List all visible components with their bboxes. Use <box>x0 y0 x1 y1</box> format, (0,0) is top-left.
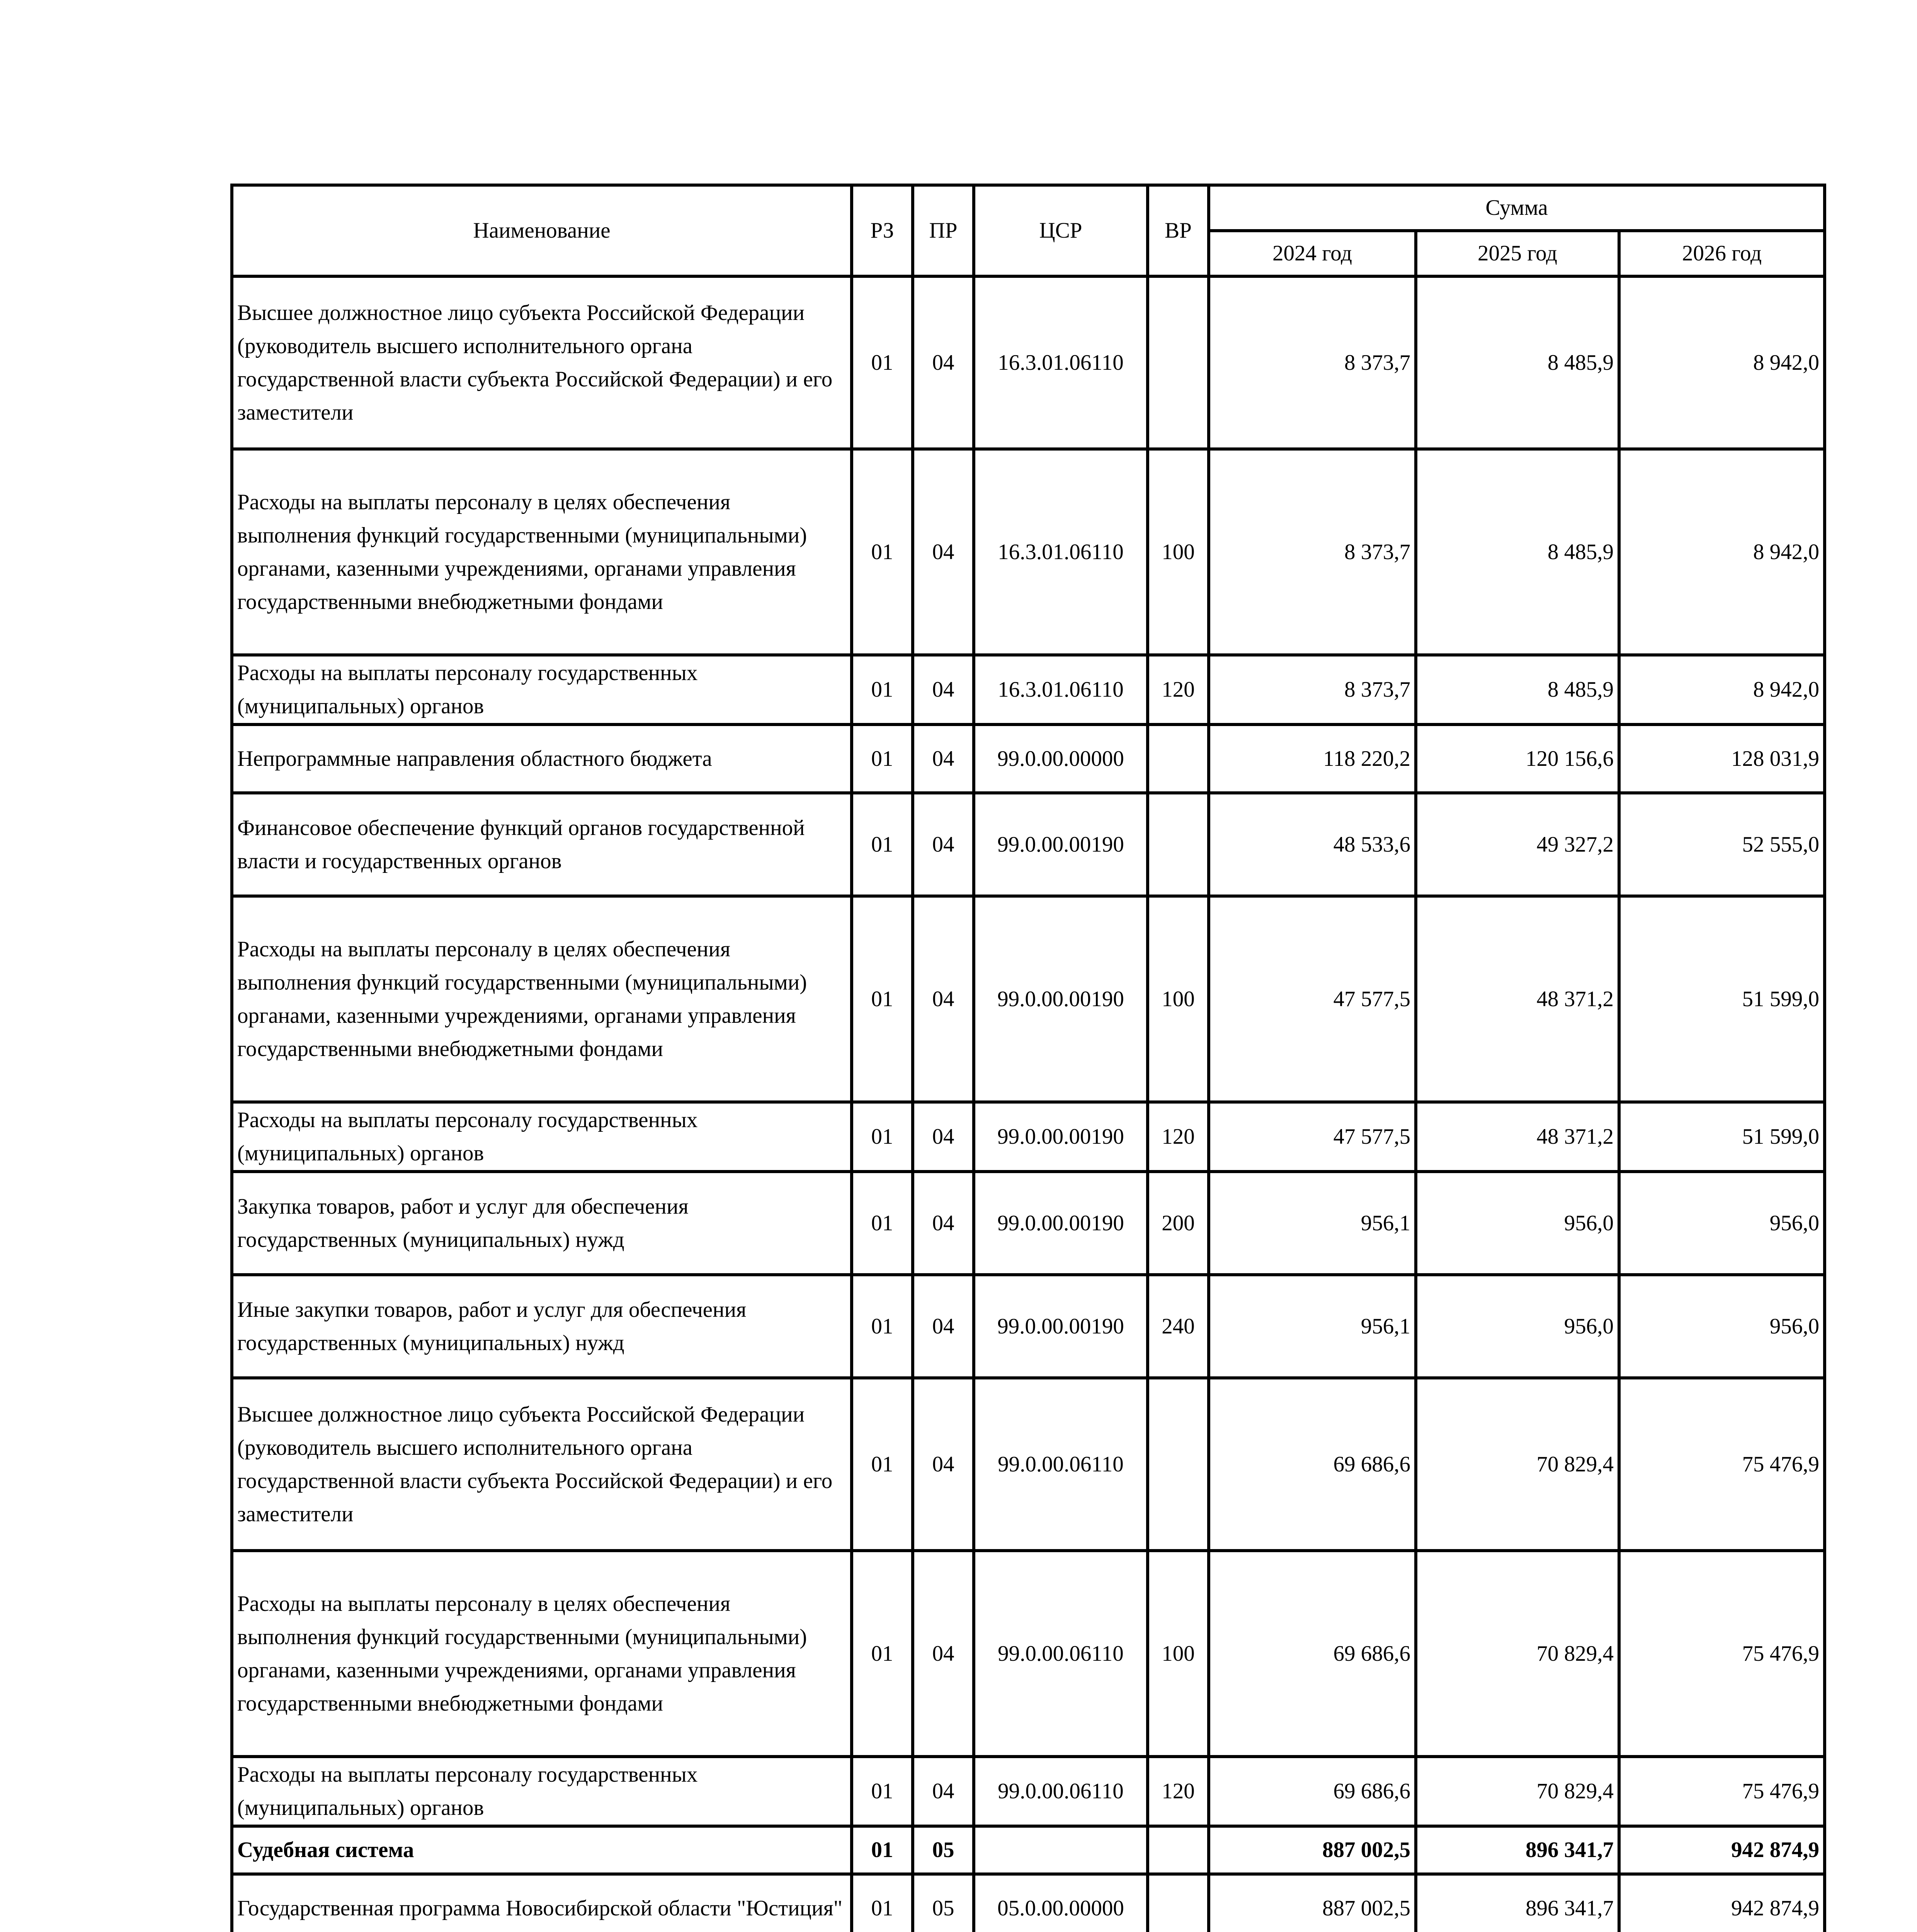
cell-name: Финансовое обеспечение функций органов государственной власти и государственных органов <box>232 793 852 896</box>
table-row <box>232 724 1825 793</box>
cell-name: Высшее должностное лицо субъекта Российской Федерации (руководитель высшего исполнительного органа государственной власти субъекта Российской Федерации) и его заместители <box>232 276 852 449</box>
cell-2025: 49 327,2 <box>1416 793 1619 896</box>
cell-2025: 48 371,2 <box>1416 896 1619 1102</box>
cell-vr: 100 <box>1148 449 1209 655</box>
cell-2026: 8 942,0 <box>1619 655 1825 724</box>
cell-csr: 99.0.00.06110 <box>974 1551 1148 1757</box>
cell-2025: 8 485,9 <box>1416 655 1619 724</box>
cell-2026: 956,0 <box>1619 1172 1825 1275</box>
cell-2026: 956,0 <box>1619 1275 1825 1378</box>
cell-csr: 99.0.00.06110 <box>974 1757 1148 1826</box>
cell-2026: 8 942,0 <box>1619 449 1825 655</box>
cell-name: Расходы на выплаты персоналу в целях обеспечения выполнения функций государственными (муниципальными) органами, казенными учреждениями, органами управления государственными внебюджетными фондами <box>232 1551 852 1757</box>
cell-name: Судебная система <box>232 1826 852 1874</box>
cell-vr: 100 <box>1148 1551 1209 1757</box>
cell-2026: 75 476,9 <box>1619 1757 1825 1826</box>
table-row <box>232 1172 1825 1275</box>
cell-2024: 69 686,6 <box>1209 1378 1416 1551</box>
header-csr: ЦСР <box>974 185 1148 276</box>
header-year-2024: 2024 год <box>1209 231 1416 276</box>
cell-rz: 01 <box>852 1551 913 1757</box>
cell-name: Государственная программа Новосибирской области "Юстиция" <box>232 1874 852 1932</box>
cell-pr: 04 <box>913 896 974 1102</box>
table-row <box>232 1874 1825 1932</box>
cell-csr <box>974 1826 1148 1874</box>
table-row <box>232 1826 1825 1874</box>
cell-rz: 01 <box>852 793 913 896</box>
cell-2026: 51 599,0 <box>1619 896 1825 1102</box>
cell-2025: 896 341,7 <box>1416 1874 1619 1932</box>
cell-rz: 01 <box>852 1275 913 1378</box>
cell-2024: 8 373,7 <box>1209 276 1416 449</box>
cell-2025: 120 156,6 <box>1416 724 1619 793</box>
table-row <box>232 1757 1825 1826</box>
cell-name: Расходы на выплаты персоналу в целях обеспечения выполнения функций государственными (муниципальными) органами, казенными учреждениями, органами управления государственными внебюджетными фондами <box>232 896 852 1102</box>
cell-pr: 04 <box>913 1275 974 1378</box>
cell-rz: 01 <box>852 276 913 449</box>
header-vr: ВР <box>1148 185 1209 276</box>
cell-vr <box>1148 724 1209 793</box>
cell-name: Расходы на выплаты персоналу государственных (муниципальных) органов <box>232 655 852 724</box>
cell-vr: 100 <box>1148 896 1209 1102</box>
table-row <box>232 1551 1825 1757</box>
cell-2025: 8 485,9 <box>1416 449 1619 655</box>
cell-2024: 956,1 <box>1209 1172 1416 1275</box>
cell-2025: 70 829,4 <box>1416 1551 1619 1757</box>
cell-rz: 01 <box>852 1874 913 1932</box>
cell-pr: 04 <box>913 724 974 793</box>
cell-name: Иные закупки товаров, работ и услуг для обеспечения государственных (муниципальных) нужд <box>232 1275 852 1378</box>
table-row <box>232 655 1825 724</box>
cell-csr: 99.0.00.00190 <box>974 1172 1148 1275</box>
cell-vr <box>1148 1378 1209 1551</box>
cell-pr: 04 <box>913 793 974 896</box>
cell-2024: 69 686,6 <box>1209 1757 1416 1826</box>
header-name: Наименование <box>232 185 852 276</box>
cell-2025: 956,0 <box>1416 1275 1619 1378</box>
cell-2025: 896 341,7 <box>1416 1826 1619 1874</box>
table-row <box>232 793 1825 896</box>
cell-csr: 05.0.00.00000 <box>974 1874 1148 1932</box>
cell-rz: 01 <box>852 1102 913 1172</box>
cell-2024: 956,1 <box>1209 1275 1416 1378</box>
cell-pr: 04 <box>913 1102 974 1172</box>
cell-pr: 04 <box>913 1551 974 1757</box>
cell-vr <box>1148 1874 1209 1932</box>
cell-vr: 120 <box>1148 1102 1209 1172</box>
cell-csr: 99.0.00.00190 <box>974 896 1148 1102</box>
cell-2024: 69 686,6 <box>1209 1551 1416 1757</box>
table-row <box>232 449 1825 655</box>
cell-vr <box>1148 276 1209 449</box>
cell-2025: 956,0 <box>1416 1172 1619 1275</box>
cell-2024: 47 577,5 <box>1209 1102 1416 1172</box>
cell-vr: 200 <box>1148 1172 1209 1275</box>
cell-2024: 8 373,7 <box>1209 449 1416 655</box>
cell-pr: 04 <box>913 1757 974 1826</box>
cell-2026: 51 599,0 <box>1619 1102 1825 1172</box>
cell-2024: 118 220,2 <box>1209 724 1416 793</box>
cell-vr: 240 <box>1148 1275 1209 1378</box>
cell-vr <box>1148 1826 1209 1874</box>
cell-2024: 48 533,6 <box>1209 793 1416 896</box>
cell-2024: 8 373,7 <box>1209 655 1416 724</box>
table-row <box>232 896 1825 1102</box>
header-sum: Сумма <box>1209 185 1825 231</box>
cell-rz: 01 <box>852 1757 913 1826</box>
cell-2026: 8 942,0 <box>1619 276 1825 449</box>
cell-name: Непрограммные направления областного бюджета <box>232 724 852 793</box>
cell-2025: 70 829,4 <box>1416 1378 1619 1551</box>
cell-csr: 99.0.00.06110 <box>974 1378 1148 1551</box>
cell-pr: 04 <box>913 1378 974 1551</box>
cell-rz: 01 <box>852 724 913 793</box>
cell-pr: 05 <box>913 1874 974 1932</box>
header-year-2025: 2025 год <box>1416 231 1619 276</box>
cell-rz: 01 <box>852 1378 913 1551</box>
cell-rz: 01 <box>852 1826 913 1874</box>
cell-2025: 70 829,4 <box>1416 1757 1619 1826</box>
cell-pr: 04 <box>913 449 974 655</box>
cell-csr: 99.0.00.00190 <box>974 1275 1148 1378</box>
cell-vr <box>1148 793 1209 896</box>
cell-2026: 75 476,9 <box>1619 1551 1825 1757</box>
cell-2026: 75 476,9 <box>1619 1378 1825 1551</box>
cell-csr: 99.0.00.00190 <box>974 793 1148 896</box>
budget-table <box>230 184 1826 1932</box>
header-year-2026: 2026 год <box>1619 231 1825 276</box>
cell-vr: 120 <box>1148 1757 1209 1826</box>
cell-name: Расходы на выплаты персоналу в целях обеспечения выполнения функций государственными (муниципальными) органами, казенными учреждениями, органами управления государственными внебюджетными фондами <box>232 449 852 655</box>
table-body <box>232 276 1825 1932</box>
cell-csr: 99.0.00.00190 <box>974 1102 1148 1172</box>
header-rz: РЗ <box>852 185 913 276</box>
table-row <box>232 1378 1825 1551</box>
cell-2024: 887 002,5 <box>1209 1826 1416 1874</box>
cell-name: Высшее должностное лицо субъекта Российской Федерации (руководитель высшего исполнительного органа государственной власти субъекта Российской Федерации) и его заместители <box>232 1378 852 1551</box>
cell-name: Закупка товаров, работ и услуг для обеспечения государственных (муниципальных) нужд <box>232 1172 852 1275</box>
table-row <box>232 1275 1825 1378</box>
cell-csr: 16.3.01.06110 <box>974 276 1148 449</box>
cell-vr: 120 <box>1148 655 1209 724</box>
cell-2025: 48 371,2 <box>1416 1102 1619 1172</box>
cell-csr: 16.3.01.06110 <box>974 449 1148 655</box>
cell-csr: 16.3.01.06110 <box>974 655 1148 724</box>
cell-2026: 52 555,0 <box>1619 793 1825 896</box>
table-row <box>232 276 1825 449</box>
cell-name: Расходы на выплаты персоналу государственных (муниципальных) органов <box>232 1102 852 1172</box>
cell-pr: 04 <box>913 276 974 449</box>
cell-pr: 04 <box>913 655 974 724</box>
cell-2026: 942 874,9 <box>1619 1874 1825 1932</box>
table-row <box>232 1102 1825 1172</box>
cell-2024: 47 577,5 <box>1209 896 1416 1102</box>
header-pr: ПР <box>913 185 974 276</box>
cell-pr: 05 <box>913 1826 974 1874</box>
cell-rz: 01 <box>852 449 913 655</box>
cell-csr: 99.0.00.00000 <box>974 724 1148 793</box>
cell-rz: 01 <box>852 896 913 1102</box>
cell-rz: 01 <box>852 1172 913 1275</box>
cell-2026: 128 031,9 <box>1619 724 1825 793</box>
cell-pr: 04 <box>913 1172 974 1275</box>
cell-2024: 887 002,5 <box>1209 1874 1416 1932</box>
cell-2026: 942 874,9 <box>1619 1826 1825 1874</box>
cell-name: Расходы на выплаты персоналу государственных (муниципальных) органов <box>232 1757 852 1826</box>
cell-rz: 01 <box>852 655 913 724</box>
cell-2025: 8 485,9 <box>1416 276 1619 449</box>
